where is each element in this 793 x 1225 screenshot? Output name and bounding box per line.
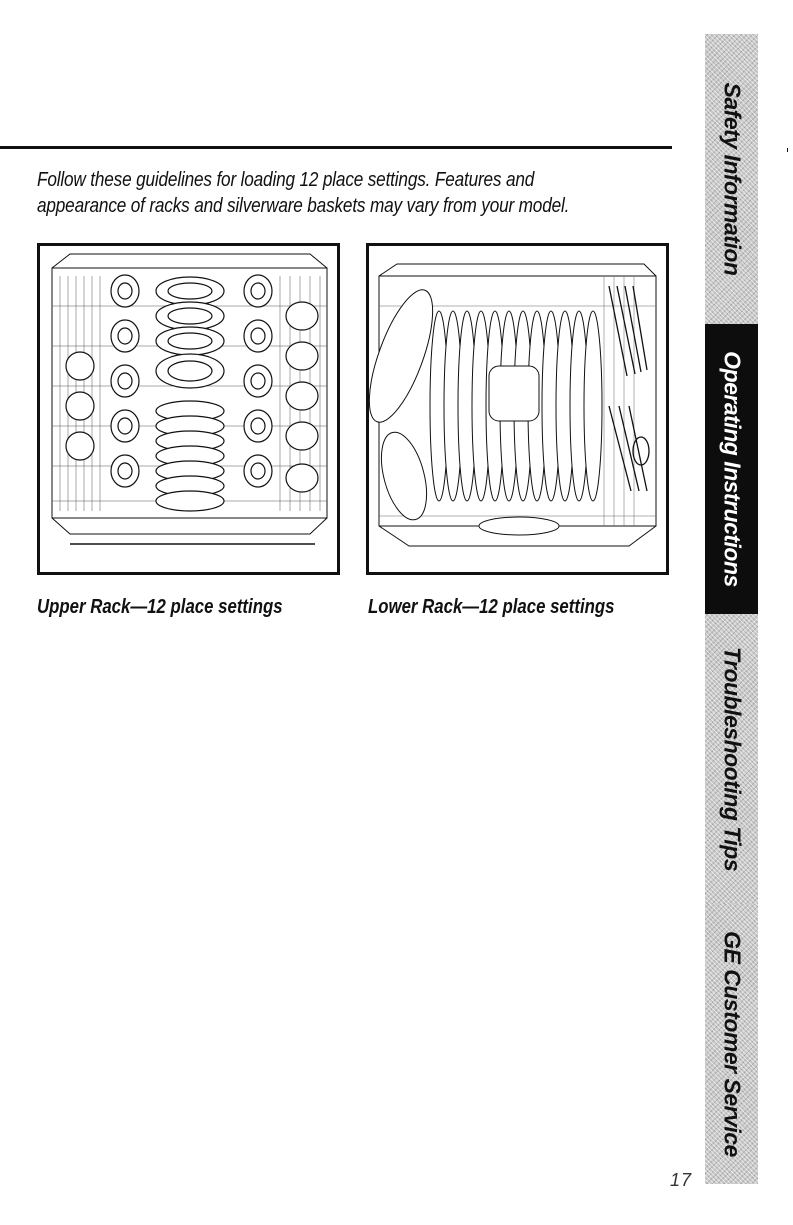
section-rule	[0, 146, 672, 149]
section-tabs	[705, 34, 758, 1184]
lower-rack-illustration	[369, 246, 666, 572]
tab-label: GE Customer Service	[719, 931, 745, 1157]
tab-ge-customer-service[interactable]	[705, 904, 758, 1184]
intro-line-2: appearance of racks and silverware baskets may vary from your model.	[37, 195, 570, 217]
intro-text	[37, 167, 587, 219]
tab-label: Safety Information	[719, 82, 745, 276]
upper-rack-illustration	[40, 246, 337, 572]
tab-operating-instructions[interactable]	[705, 324, 758, 614]
tab-safety-information[interactable]	[705, 34, 758, 324]
lower-rack-caption: Lower Rack—12 place settings	[368, 596, 615, 618]
tab-label: Operating Instructions	[719, 351, 745, 587]
lower-rack-figure	[366, 243, 669, 575]
tab-label: Troubleshooting Tips	[719, 646, 745, 872]
margin-tick	[787, 148, 788, 152]
upper-rack-figure	[37, 243, 340, 575]
tab-troubleshooting-tips[interactable]	[705, 614, 758, 904]
page-number: 17	[670, 1170, 693, 1190]
intro-line-1: Follow these guidelines for loading 12 place settings. Features and	[37, 169, 535, 191]
upper-rack-caption: Upper Rack—12 place settings	[37, 596, 283, 618]
